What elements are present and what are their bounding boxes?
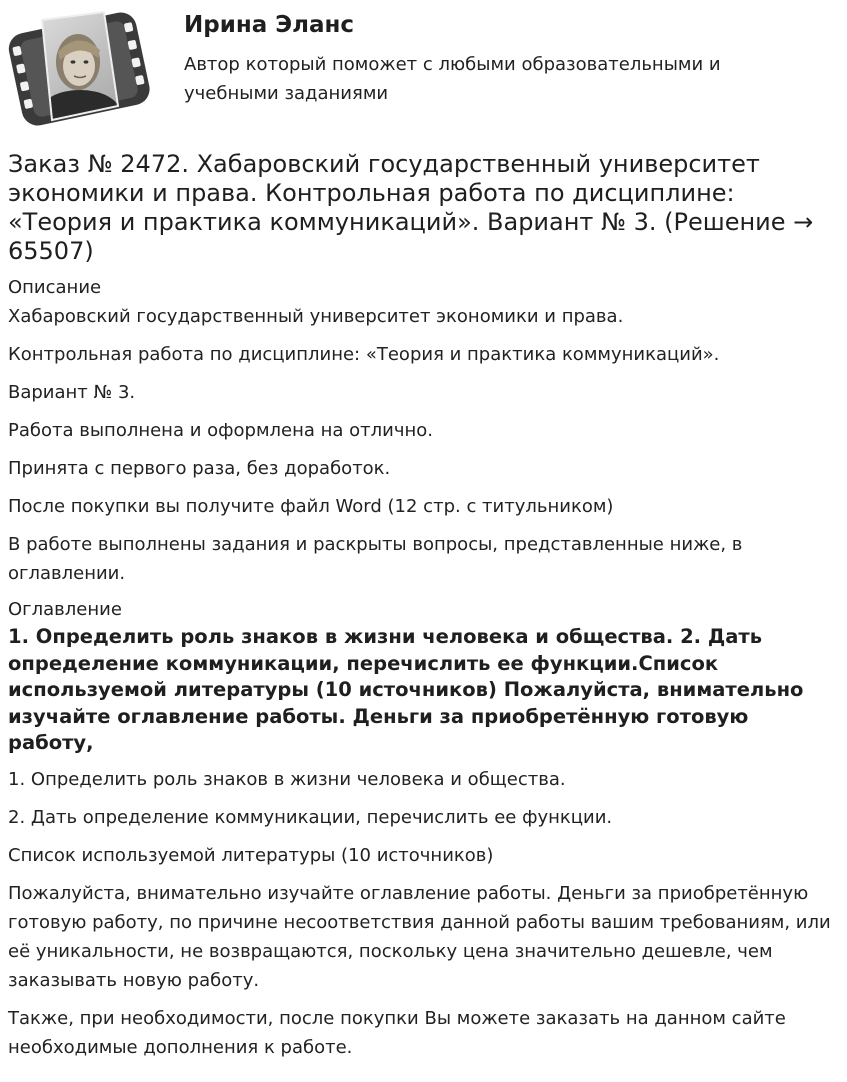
author-header bbox=[0, 0, 847, 140]
description-paragraph: Контрольная работа по дисциплине: «Теория и практика коммуникаций». bbox=[8, 344, 720, 365]
order-content bbox=[8, 150, 838, 1071]
author-name[interactable]: Ирина Эланс bbox=[184, 12, 355, 38]
author-description: Автор который поможет с любыми образовательными и учебными заданиями bbox=[184, 54, 721, 104]
description-paragraph: Вариант № 3. bbox=[8, 382, 136, 403]
toc-paragraph: Список используемой литературы (10 источников) bbox=[8, 844, 494, 866]
description-paragraph: Принята с первого раза, без доработок. bbox=[8, 458, 391, 479]
toc-summary: 1. Определить роль знаков в жизни человека и общества. 2. Дать определение коммуникации, перечислить ее функции.Список используемой литературы (10 источников) Пожалуйста, внимательно изучайте оглавление работы. Деньги за приобретённую готовую работу, bbox=[8, 625, 804, 754]
description-paragraph: Работа выполнена и оформлена на отлично. bbox=[8, 420, 434, 441]
description-label: Описание bbox=[8, 277, 102, 298]
toc-paragraph: Пожалуйста, внимательно изучайте оглавление работы. Деньги за приобретённую готовую работу, по причине несоответствия данной работы вашим требованиям, или её уникальности, не возвращаются, поскольку цена значительно дешевле, чем заказывать новую работу. bbox=[8, 882, 831, 991]
toc-label: Оглавление bbox=[8, 599, 122, 620]
order-title: Заказ № 2472. Хабаровский государственный университет экономики и права. Контрольная работа по дисциплине: «Теория и практика коммуникаций». Вариант № 3. (Решение → 65507) bbox=[8, 150, 814, 265]
description-paragraph: После покупки вы получите файл Word (12 стр. с титульником) bbox=[8, 496, 614, 517]
toc-paragraph: Также, при необходимости, после покупки Вы можете заказать на данном сайте необходимые дополнения к работе. bbox=[8, 1007, 786, 1058]
toc-paragraph: 2. Дать определение коммуникации, перечислить ее функции. bbox=[8, 806, 613, 828]
toc-paragraph: 1. Определить роль знаков в жизни человека и общества. bbox=[8, 768, 566, 790]
author-avatar bbox=[6, 8, 152, 128]
description-paragraph: Хабаровский государственный университет экономики и права. bbox=[8, 306, 624, 327]
description-paragraph: В работе выполнены задания и раскрыты вопросы, представленные ниже, в оглавлении. bbox=[8, 534, 743, 584]
